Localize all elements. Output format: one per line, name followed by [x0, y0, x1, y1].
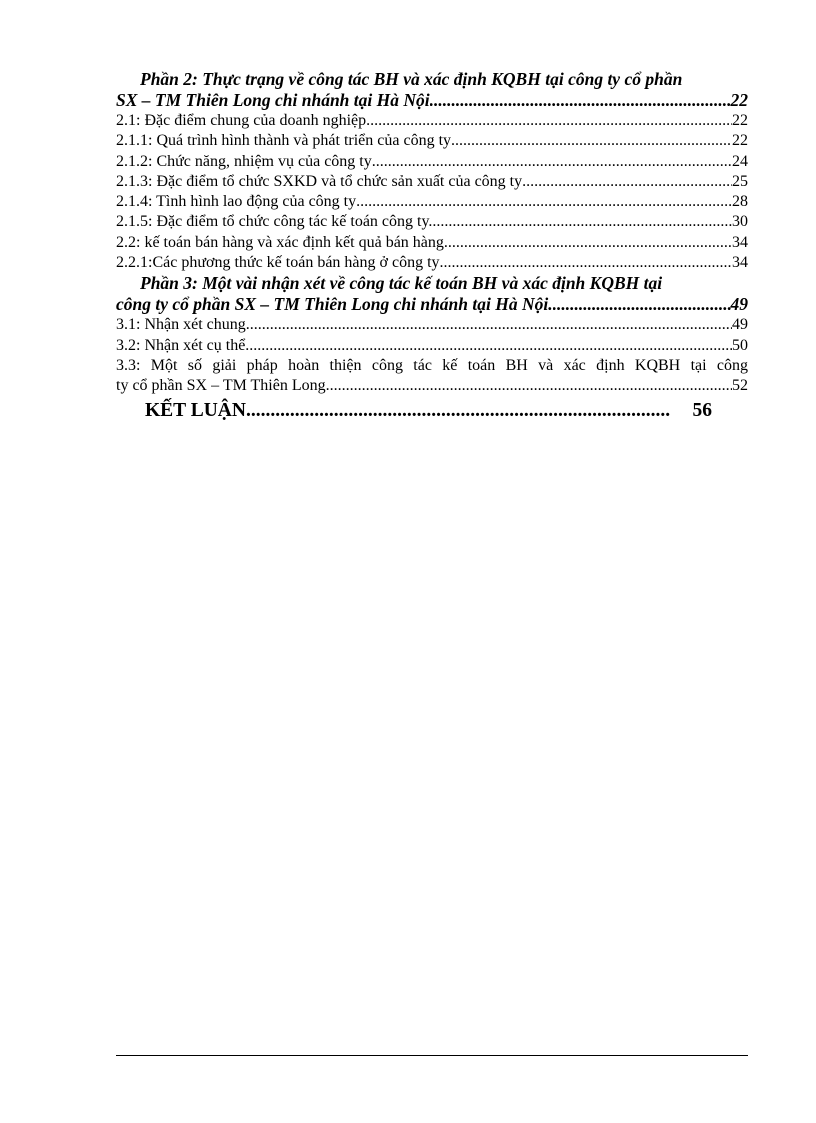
toc-entry	[116, 315, 748, 335]
toc-part-3-title-line2	[116, 294, 748, 315]
dot-leader	[326, 376, 732, 396]
toc-part-2-title-line1: Phần 2: Thực trạng về công tác BH và xác định KQBH tại công ty cổ phần	[140, 69, 683, 89]
toc-part-3-title-text: công ty cổ phần SX – TM Thiên Long chi nhánh tại Hà Nội.	[116, 294, 553, 315]
toc-conclusion	[116, 398, 748, 424]
dot-leader	[356, 192, 732, 212]
toc-page-number: 34	[732, 233, 748, 251]
toc-page-number: 24	[732, 152, 748, 170]
toc-part-3	[116, 273, 748, 315]
dot-leader	[246, 315, 732, 335]
dot-leader	[432, 212, 732, 232]
toc-entry-label: 2.1.3: Đặc điểm tổ chức SXKD và tổ chức sản xuất của công ty	[116, 172, 523, 190]
toc-entry-label-line1: 3.3: Một số giải pháp hoàn thiện công tác kế toán BH và xác định KQBH tại công	[116, 356, 748, 374]
table-of-contents	[116, 69, 748, 424]
toc-entry-label: 2.1.5: Đặc điểm tổ chức công tác kế toán công ty.	[116, 213, 433, 231]
toc-entry-label: 2.1.1: Quá trình hình thành và phát triển của công ty	[116, 132, 452, 150]
toc-page-number: 28	[732, 193, 748, 211]
toc-page-number: 22	[732, 132, 748, 150]
dot-leader	[522, 172, 732, 192]
toc-page-number: 22	[732, 112, 748, 129]
toc-entry-line2	[116, 376, 748, 396]
toc-entry	[116, 111, 748, 131]
toc-entry-label-line2: ty cổ phần SX – TM Thiên Long	[116, 377, 326, 395]
toc-page-number: 34	[732, 254, 748, 272]
toc-part-2-title-text: SX – TM Thiên Long chi nhánh tại Hà Nội	[116, 90, 430, 110]
toc-part-3-title-line1: Phần 3: Một vài nhận xét về công tác kế toán BH và xác định KQBH tại	[140, 273, 663, 294]
toc-page-number: 49	[730, 294, 748, 315]
dot-leader	[440, 253, 732, 273]
toc-entry	[116, 233, 748, 253]
toc-page-number: 49	[732, 316, 748, 334]
toc-entry-label: 3.1: Nhận xét chung	[116, 316, 246, 334]
toc-entry-label: 2.1: Đặc điểm chung của doanh nghiệp	[116, 112, 367, 129]
toc-entry-label: 2.1.4: Tình hình lao động của công ty	[116, 193, 357, 211]
dot-leader	[366, 111, 732, 131]
toc-entry-label: 2.2.1:Các phương thức kế toán bán hàng ở công ty	[116, 254, 440, 272]
toc-conclusion-label: KẾT LUẬN	[145, 399, 246, 421]
toc-entry-label: 3.2: Nhận xét cụ thể	[116, 336, 246, 354]
toc-entry-3-3	[116, 356, 748, 397]
dot-leader	[245, 336, 732, 356]
dot-leader	[430, 90, 731, 111]
toc-entry-label: 2.2: kế toán bán hàng và xác định kết quả bán hàng	[116, 233, 444, 251]
toc-entry	[116, 152, 748, 172]
dot-leader	[372, 152, 732, 172]
toc-page-number: 56	[692, 399, 712, 421]
toc-part-2-title-line2	[116, 90, 748, 111]
toc-entry-label: 2.1.2: Chức năng, nhiệm vụ của công ty	[116, 152, 372, 170]
toc-entry	[116, 192, 748, 212]
dot-leader	[451, 131, 732, 151]
dot-leader	[246, 398, 671, 424]
toc-entry	[116, 253, 748, 273]
toc-page-number: 22	[730, 90, 748, 110]
dot-leader	[553, 294, 731, 315]
footer-divider	[116, 1055, 748, 1056]
toc-page-number: 50	[732, 336, 748, 354]
toc-entry	[116, 172, 748, 192]
toc-entry	[116, 131, 748, 151]
toc-page-number: 52	[732, 377, 748, 395]
toc-entry	[116, 336, 748, 356]
dot-leader	[444, 233, 732, 253]
toc-page-number: 30	[732, 213, 748, 231]
toc-entry	[116, 212, 748, 232]
toc-part-2	[116, 69, 748, 111]
toc-page-number: 25	[732, 172, 748, 190]
